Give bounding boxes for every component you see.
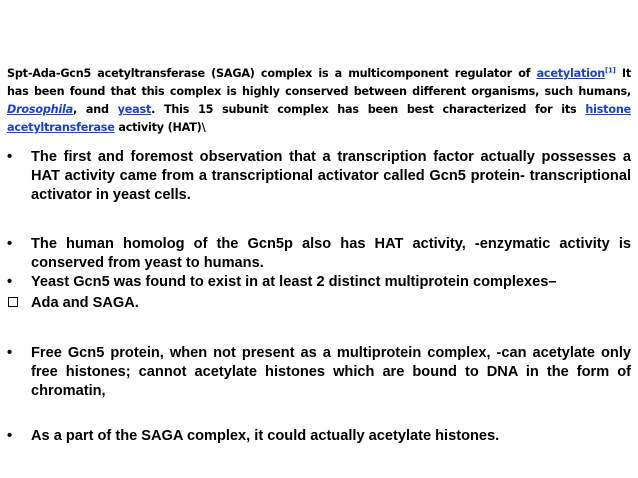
intro-text-1: Spt-Ada-Gcn5 acetyltransferase (SAGA) complex is a multicomponent regulator of <box>7 67 537 80</box>
bullet-dot-icon: • <box>7 149 13 165</box>
bullet-dot-icon: • <box>7 236 13 252</box>
footnote-ref[interactable]: [1] <box>605 66 616 75</box>
bullet-text: The human homolog of the Gcn5p also has HAT activity, -enzymatic activity is conserved from yeast to humans. <box>31 236 631 271</box>
bullet-item <box>7 148 631 205</box>
checkbox-square-icon <box>8 297 18 307</box>
bullet-dot-icon: • <box>7 345 13 361</box>
bullet-text: Yeast Gcn5 was found to exist in at least 2 distinct multiprotein complexes– <box>31 274 557 290</box>
intro-paragraph <box>7 65 631 137</box>
bullet-item <box>7 235 631 273</box>
link-acetylation[interactable]: acetylation <box>536 67 605 80</box>
bullet-dot-icon: • <box>7 428 13 444</box>
bullet-item <box>7 294 631 313</box>
intro-text-3: , and <box>73 103 118 116</box>
intro-text-4: . This 15 subunit complex has been best characterized for its <box>151 103 586 116</box>
link-histone-acetyltransferase[interactable]: histone acetyltransferase <box>7 103 631 134</box>
link-yeast[interactable]: yeast <box>117 103 152 116</box>
bullet-item <box>7 273 631 292</box>
link-drosophila[interactable]: Drosophila <box>7 103 74 116</box>
bullet-dot-icon: • <box>7 274 13 290</box>
bullet-text: Free Gcn5 protein, when not present as a multiprotein complex, -can acetylate only free histones; cannot acetylate histones which are bound to DNA in the form of chromatin, <box>31 345 631 399</box>
intro-text-5: activity (HAT)\ <box>114 121 206 134</box>
intro-text-2: It has been found that this complex is highly conserved between different organisms, such humans, <box>7 67 631 98</box>
bullet-text: The first and foremost observation that a transcription factor actually possesses a HAT activity came from a transcriptional activator called Gcn5 protein- transcriptional activator in yeast cells. <box>31 149 631 203</box>
bullet-text: Ada and SAGA. <box>31 295 139 311</box>
bullet-text: As a part of the SAGA complex, it could actually acetylate histones. <box>31 428 500 444</box>
bullet-item <box>7 344 631 401</box>
bullet-item <box>7 427 631 446</box>
